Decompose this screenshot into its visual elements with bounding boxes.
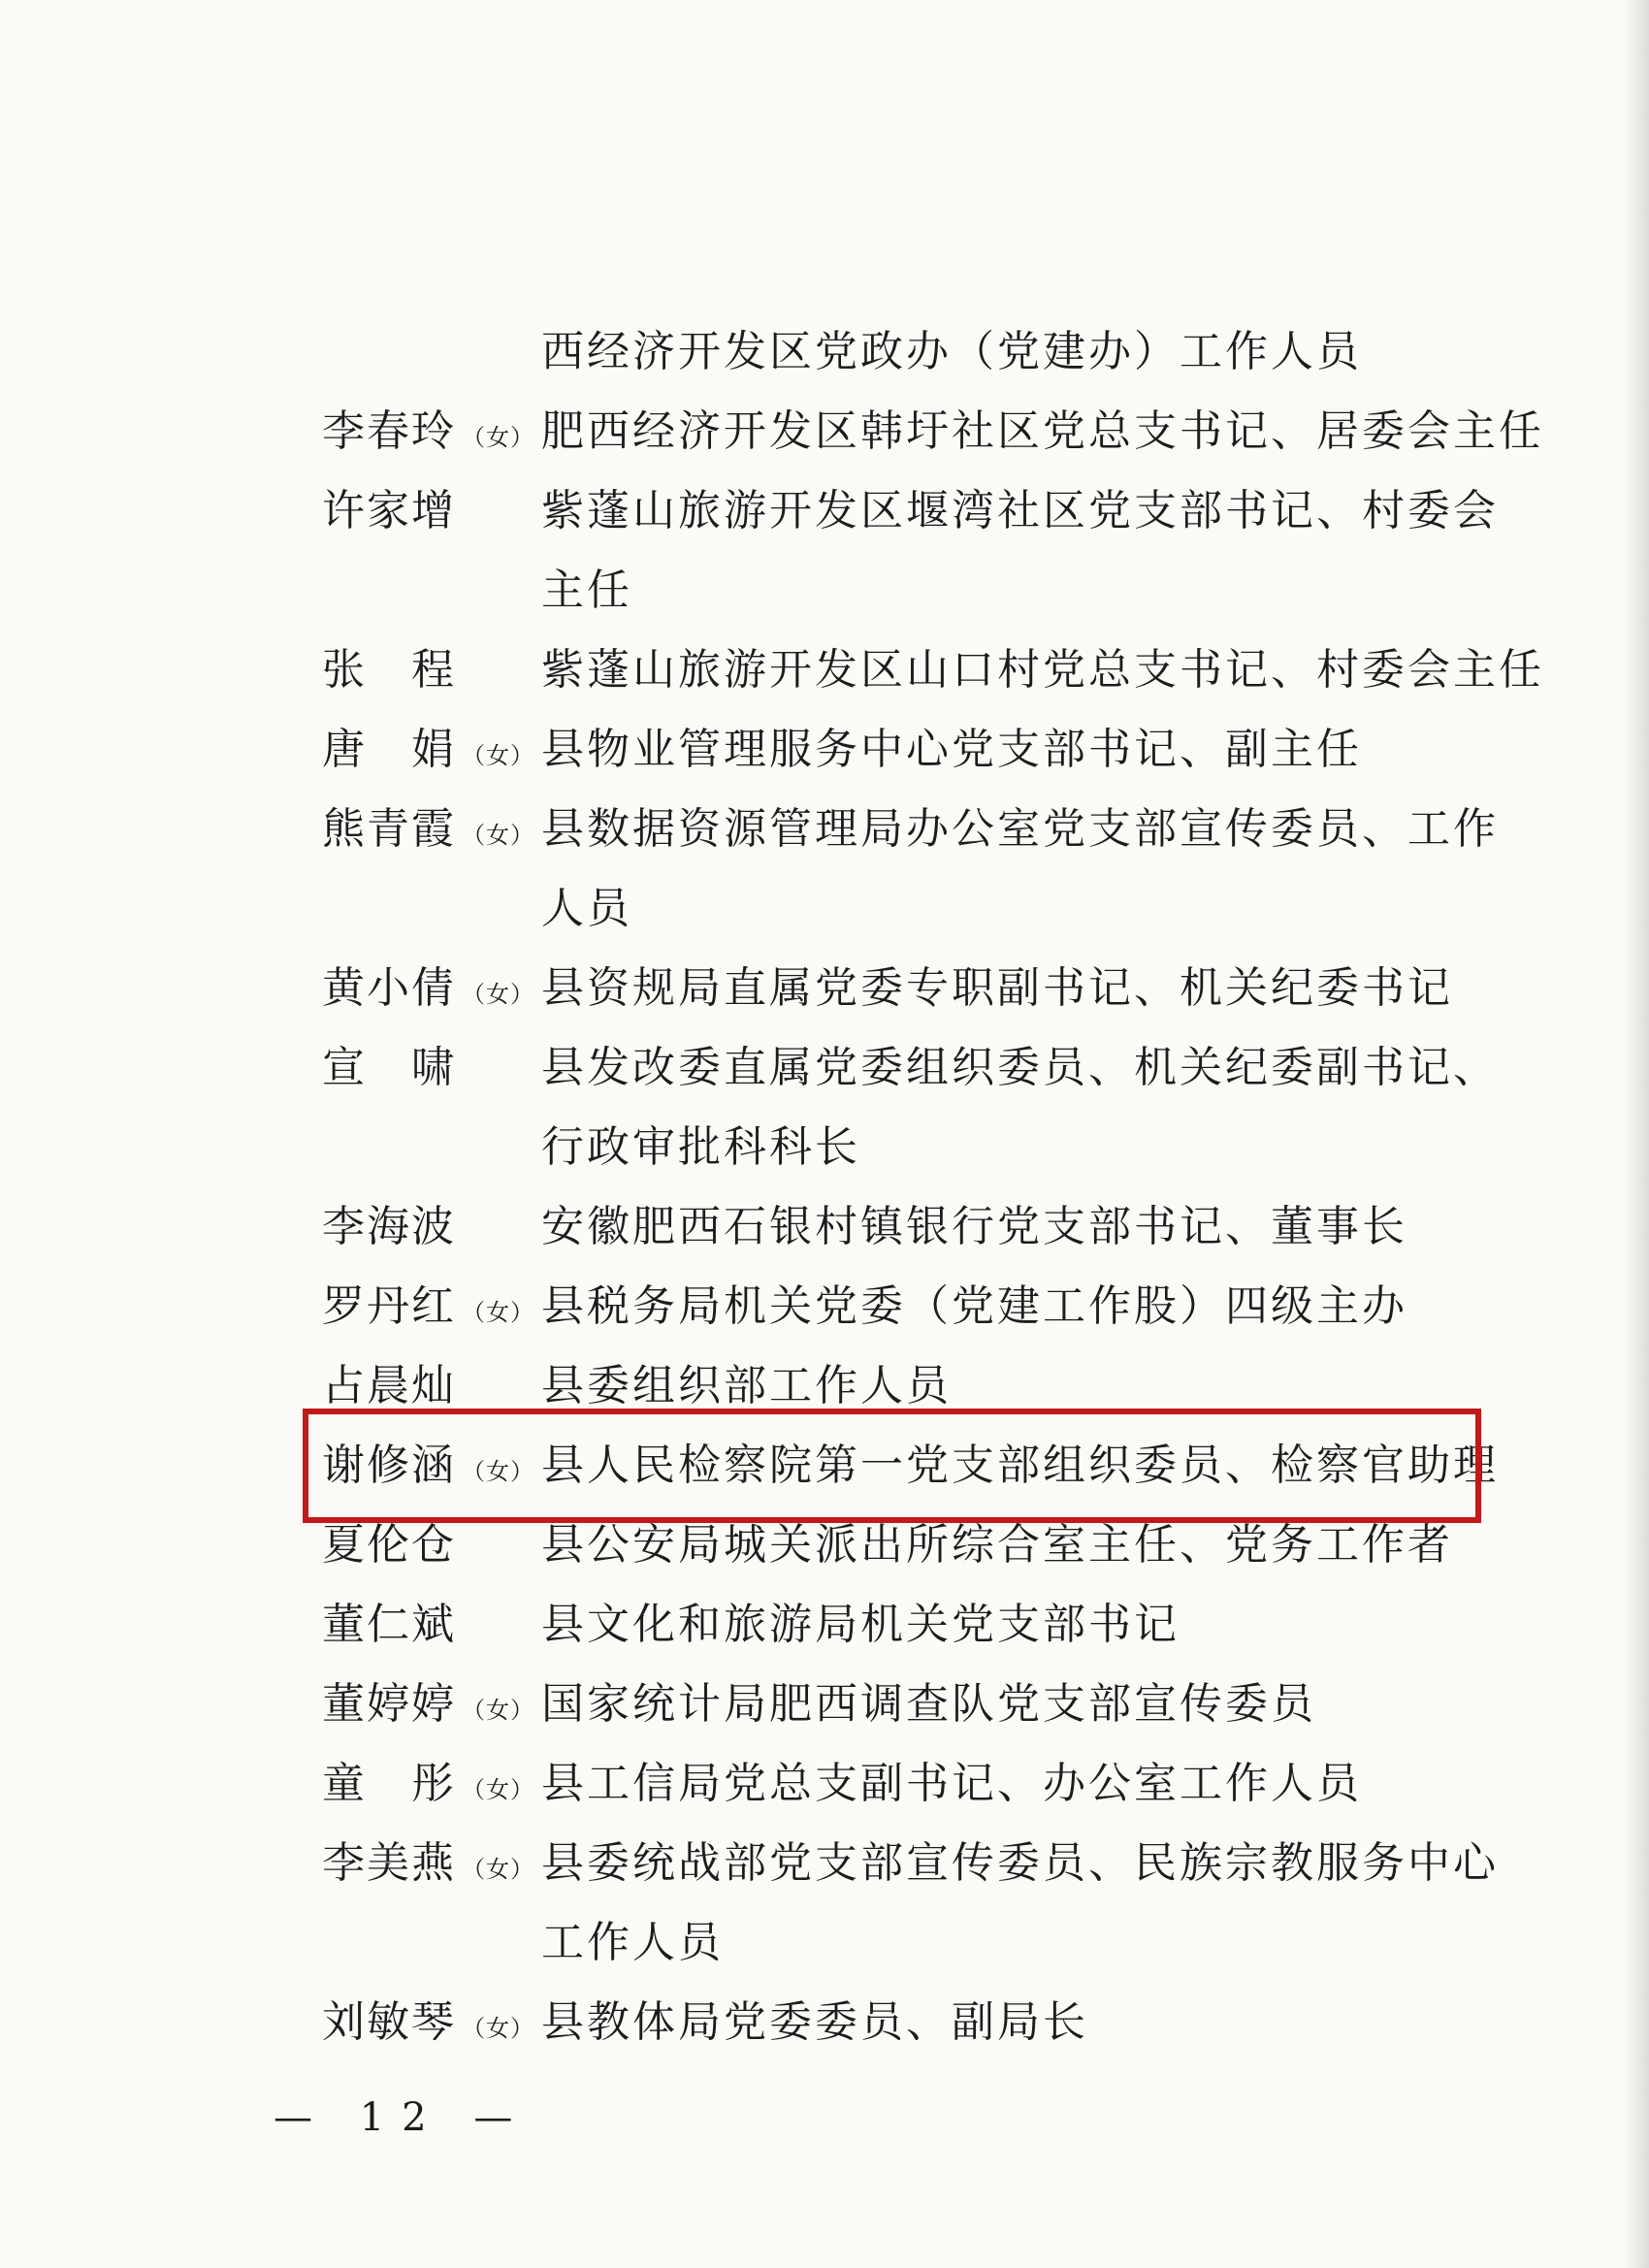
- list-item: [322, 1585, 1467, 1665]
- position-line: 紫蓬山旅游开发区堰湾社区党支部书记、村委会: [541, 486, 1499, 535]
- gender-mark: （女）: [462, 2015, 534, 2042]
- position-cell: [541, 471, 1499, 631]
- continuation-line: 西经济开发区党政办（党建办）工作人员: [541, 327, 1362, 376]
- position-line: 工作人员: [541, 1918, 724, 1967]
- person-name: 刘敏琴: [322, 1997, 456, 2047]
- position-cell: [541, 1267, 1467, 1346]
- name-cell: [322, 1187, 541, 1267]
- position-line: 县委组织部工作人员: [541, 1361, 952, 1410]
- gender-mark: （女）: [462, 742, 534, 769]
- position-cell: [541, 1028, 1499, 1187]
- person-name: 罗丹红: [322, 1281, 456, 1331]
- name-cell: [322, 1028, 541, 1108]
- person-name: 熊青霞: [322, 804, 456, 854]
- name-cell: [322, 949, 541, 1028]
- name-cell: [322, 790, 541, 869]
- position-cell: [541, 392, 1544, 471]
- position-line: 县工信局党总支副书记、办公室工作人员: [541, 1759, 1362, 1808]
- position-line: 县教体局党委委员、副局长: [541, 1997, 1088, 2047]
- position-cell: [541, 710, 1467, 790]
- list-item: [322, 1665, 1467, 1744]
- position-line: 紫蓬山旅游开发区山口村党总支书记、村委会主任: [541, 645, 1544, 695]
- gender-mark: （女）: [462, 1856, 534, 1883]
- name-cell: [322, 631, 541, 710]
- position-line: 县数据资源管理局办公室党支部宣传委员、工作: [541, 804, 1499, 854]
- list-item: [322, 790, 1499, 949]
- position-cell: [541, 1824, 1499, 1983]
- position-line: 县文化和旅游局机关党支部书记: [541, 1600, 1180, 1649]
- name-cell: [322, 1585, 541, 1665]
- gender-mark: （女）: [462, 981, 534, 1008]
- list-item: [322, 1187, 1467, 1267]
- name-cell: [322, 1665, 541, 1744]
- position-cell: [541, 631, 1544, 710]
- person-name: 李春玲: [322, 406, 456, 456]
- gender-mark: （女）: [462, 1776, 534, 1803]
- name-cell: [322, 1824, 541, 1903]
- person-name: 董仁斌: [322, 1600, 456, 1649]
- list-item: [322, 1744, 1467, 1824]
- list-item: [322, 949, 1467, 1028]
- position-line: 县人民检察院第一党支部组织委员、检察官助理: [541, 1441, 1499, 1490]
- position-line: 县物业管理服务中心党支部书记、副主任: [541, 725, 1362, 774]
- name-cell: [322, 471, 541, 551]
- list-item: [322, 1824, 1499, 1983]
- list-item: [322, 1267, 1467, 1346]
- person-name: 李美燕: [322, 1838, 456, 1888]
- person-name: 张 程: [322, 645, 456, 695]
- highlight-box: [303, 1409, 1481, 1523]
- position-line: 主任: [541, 566, 632, 615]
- name-cell: [322, 392, 541, 471]
- gender-mark: （女）: [462, 1458, 534, 1485]
- name-cell: [322, 1983, 541, 2062]
- gender-mark: （女）: [462, 424, 534, 451]
- name-cell: [322, 710, 541, 790]
- list-item: [322, 392, 1544, 471]
- gender-mark: （女）: [462, 822, 534, 849]
- list-item: [322, 631, 1544, 710]
- name-cell: [322, 1267, 541, 1346]
- position-line: 安徽肥西石银村镇银行党支部书记、董事长: [541, 1202, 1407, 1251]
- position-cell: [541, 1983, 1467, 2062]
- position-cell: [541, 1585, 1467, 1665]
- position-line: 人员: [541, 884, 632, 933]
- position-line: 县资规局直属党委专职副书记、机关纪委书记: [541, 963, 1453, 1013]
- person-name: 黄小倩: [322, 963, 456, 1013]
- person-name: 谢修涵: [322, 1441, 456, 1490]
- person-name: 夏伦仓: [322, 1520, 456, 1570]
- list-item-continuation: [322, 312, 1467, 392]
- person-name: 宣 啸: [322, 1043, 456, 1092]
- position-line: 行政审批科科长: [541, 1122, 860, 1172]
- position-cell: [541, 949, 1467, 1028]
- position-cell: [541, 1744, 1467, 1824]
- person-name: 占晨灿: [322, 1361, 456, 1410]
- person-name: 童 彤: [322, 1759, 456, 1808]
- gender-mark: （女）: [462, 1299, 534, 1326]
- position-cell: [541, 790, 1499, 949]
- person-name: 李海波: [322, 1202, 456, 1251]
- scan-edge-shadow: [1624, 0, 1649, 2268]
- list-item: [322, 1983, 1467, 2062]
- position-line: 县税务局机关党委（党建工作股）四级主办: [541, 1281, 1407, 1331]
- position-line: 肥西经济开发区韩圩社区党总支书记、居委会主任: [541, 406, 1544, 456]
- page-number: — 12 —: [274, 2095, 531, 2140]
- list-item: [322, 1028, 1499, 1187]
- position-line: 县发改委直属党委组织委员、机关纪委副书记、: [541, 1043, 1499, 1092]
- list-item: [322, 471, 1499, 631]
- person-name: 董婷婷: [322, 1679, 456, 1729]
- gender-mark: （女）: [462, 1697, 534, 1724]
- list-item: [322, 710, 1467, 790]
- name-cell: [322, 1744, 541, 1824]
- position-cell: [541, 1665, 1467, 1744]
- person-name: 唐 娟: [322, 725, 456, 774]
- name-list: [322, 312, 1544, 2062]
- position-line: 县公安局城关派出所综合室主任、党务工作者: [541, 1520, 1453, 1570]
- position-line: 国家统计局肥西调查队党支部宣传委员: [541, 1679, 1316, 1729]
- position-line: 县委统战部党支部宣传委员、民族宗教服务中心: [541, 1838, 1499, 1888]
- position-cell: [541, 1187, 1467, 1267]
- person-name: 许家增: [322, 486, 456, 535]
